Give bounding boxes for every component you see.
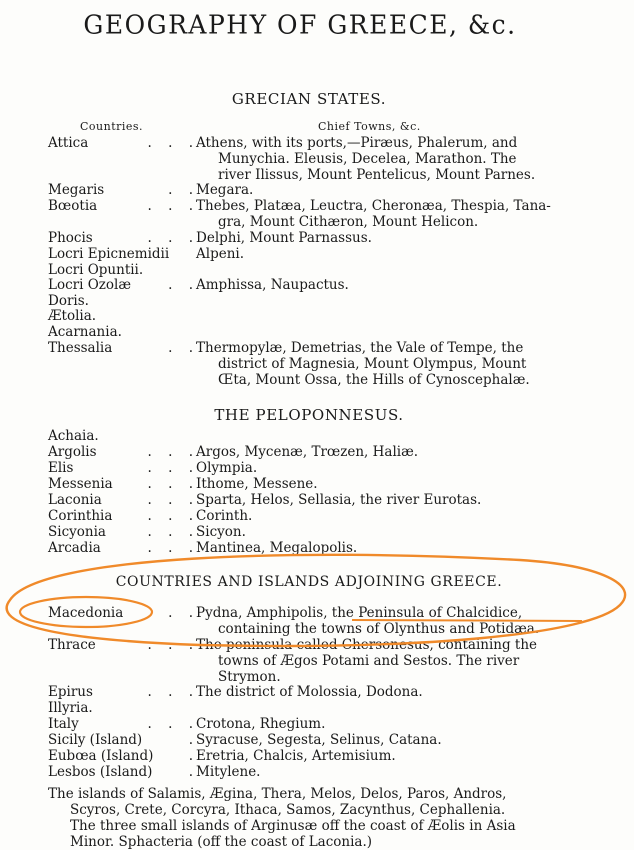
chief-towns (196, 135, 621, 183)
section-heading-grecian-states: GRECIAN STATES. (231, 90, 387, 108)
towns-line: The peninsula called Chersonesus, containing the (196, 637, 538, 653)
chief-towns (196, 524, 621, 540)
leader-dots: . . . (147, 508, 193, 524)
islands-line: Minor. Sphacteria (off the coast of Laconia.) (70, 834, 373, 850)
towns-line: Pydna, Amphipolis, the Peninsula of Chalcidice, (196, 605, 523, 621)
towns-line: Mitylene. (196, 764, 261, 780)
towns-line: Eretria, Chalcis, Artemisium. (196, 748, 396, 764)
towns-line: Crotona, Rhegium. (196, 716, 326, 732)
towns-line: Syracuse, Segesta, Selinus, Catana. (196, 732, 442, 748)
chief-towns (196, 198, 621, 230)
leader-dots: . . . (147, 476, 193, 492)
islands-line: Scyros, Crete, Corcyra, Ithaca, Samos, Zacynthus, Cephallenia. (70, 802, 506, 818)
towns-line: Delphi, Mount Parnassus. (196, 230, 372, 246)
leader-dots: . . (168, 277, 193, 293)
column-header-countries: Countries. (80, 120, 144, 133)
country-name: Thrace (48, 637, 96, 653)
country-name: Epirus (48, 684, 93, 700)
country-name: Locri Epicnemidii (48, 246, 170, 262)
towns-line: towns of Ægos Potami and Sestos. The river (218, 653, 520, 669)
leader-dots: . . . (147, 684, 193, 700)
leader-dots: . . . (147, 135, 193, 151)
towns-line: Argos, Mycenæ, Trœzen, Haliæ. (196, 444, 419, 460)
chief-towns (196, 340, 621, 388)
towns-line: Amphissa, Naupactus. (196, 277, 349, 293)
country-name: Achaia. (48, 428, 99, 444)
islands-line: The three small islands of Arginusæ off the coast of Æolis in Asia (70, 818, 516, 834)
towns-line: containing the towns of Olynthus and Potidæa. (218, 621, 540, 637)
column-header-chief-towns: Chief Towns, &c. (318, 120, 421, 133)
leader-dots: . (188, 732, 193, 748)
country-name: Argolis (48, 444, 97, 460)
towns-line: gra, Mount Cithæron, Mount Helicon. (218, 214, 479, 230)
country-name: Attica (48, 135, 89, 151)
leader-dots: . . . (147, 444, 193, 460)
country-name: Locri Ozolæ (48, 277, 132, 293)
chief-towns (196, 637, 621, 685)
leader-dots: . . (168, 605, 193, 621)
country-name: Doris. (48, 293, 89, 309)
chief-towns (196, 508, 621, 524)
towns-line: Thebes, Platæa, Leuctra, Cheronæa, Thespia, Tana- (196, 198, 551, 214)
leader-dots: . . . (147, 524, 193, 540)
country-name: Messenia (48, 476, 113, 492)
country-name: Eubœa (Island) (48, 748, 154, 764)
chief-towns (196, 684, 621, 700)
country-name: Ætolia. (48, 308, 97, 324)
towns-line: Athens, with its ports,—Piræus, Phalerum, and (196, 135, 518, 151)
chief-towns (196, 748, 621, 764)
section-heading-adjoining: COUNTRIES AND ISLANDS ADJOINING GREECE. (115, 574, 503, 590)
towns-line: Munychia. Eleusis, Decelea, Marathon. The (218, 151, 517, 167)
chief-towns (196, 492, 621, 508)
chief-towns (196, 716, 621, 732)
towns-line: river Ilissus, Mount Pentelicus, Mount Parnes. (218, 167, 536, 183)
towns-line: Thermopylæ, Demetrias, the Vale of Tempe, the (196, 340, 524, 356)
chief-towns (196, 732, 621, 748)
country-name: Laconia (48, 492, 102, 508)
country-name: Corinthia (48, 508, 113, 524)
country-name: Locri Opuntii. (48, 262, 144, 278)
country-name: Arcadia (48, 540, 101, 556)
chief-towns (196, 764, 621, 780)
leader-dots: . . (168, 340, 193, 356)
towns-line: Sicyon. (196, 524, 246, 540)
towns-line: Mantinea, Megalopolis. (196, 540, 358, 556)
section-heading-peloponnesus: THE PELOPONNESUS. (214, 406, 404, 424)
chief-towns (196, 460, 621, 476)
towns-line: Megara. (196, 182, 254, 198)
leader-dots: . . . (147, 716, 193, 732)
leader-dots: . . . (147, 460, 193, 476)
towns-line: Ithome, Messene. (196, 476, 318, 492)
leader-dots: . (188, 764, 193, 780)
towns-line: Alpeni. (196, 246, 245, 262)
leader-dots: . . (168, 182, 193, 198)
chief-towns (196, 182, 621, 198)
towns-line: Corinth. (196, 508, 253, 524)
leader-dots: . . . (147, 637, 193, 653)
leader-dots: . (188, 748, 193, 764)
leader-dots: . . . (147, 540, 193, 556)
country-name: Lesbos (Island) (48, 764, 153, 780)
towns-line: Sparta, Helos, Sellasia, the river Eurotas. (196, 492, 482, 508)
towns-line: The district of Molossia, Dodona. (196, 684, 423, 700)
country-name: Sicily (Island) (48, 732, 143, 748)
country-name: Sicyonia (48, 524, 106, 540)
chief-towns (196, 246, 621, 262)
towns-line: Strymon. (218, 669, 281, 685)
leader-dots: . . . (147, 230, 193, 246)
leader-dots: . . . (147, 492, 193, 508)
islands-paragraph (48, 786, 573, 850)
chief-towns (196, 230, 621, 246)
page-title: GEOGRAPHY OF GREECE, &c. (83, 9, 517, 40)
country-name: Bœotia (48, 198, 98, 214)
country-name: Thessalia (48, 340, 113, 356)
country-name: Elis (48, 460, 74, 476)
chief-towns (196, 476, 621, 492)
chief-towns (196, 277, 621, 293)
chief-towns (196, 540, 621, 556)
country-name: Acarnania. (48, 324, 122, 340)
country-name: Megaris (48, 182, 105, 198)
chief-towns (196, 444, 621, 460)
country-name: Italy (48, 716, 79, 732)
towns-line: Olympia. (196, 460, 258, 476)
country-name: Macedonia (48, 605, 124, 621)
towns-line: Œta, Mount Ossa, the Hills of Cynoscephalæ. (218, 372, 530, 388)
chief-towns (196, 605, 621, 637)
islands-line: The islands of Salamis, Ægina, Thera, Melos, Delos, Paros, Andros, (48, 786, 507, 802)
country-name: Illyria. (48, 700, 93, 716)
leader-dots: . . . (147, 198, 193, 214)
country-name: Phocis (48, 230, 93, 246)
towns-line: district of Magnesia, Mount Olympus, Mount (218, 356, 527, 372)
